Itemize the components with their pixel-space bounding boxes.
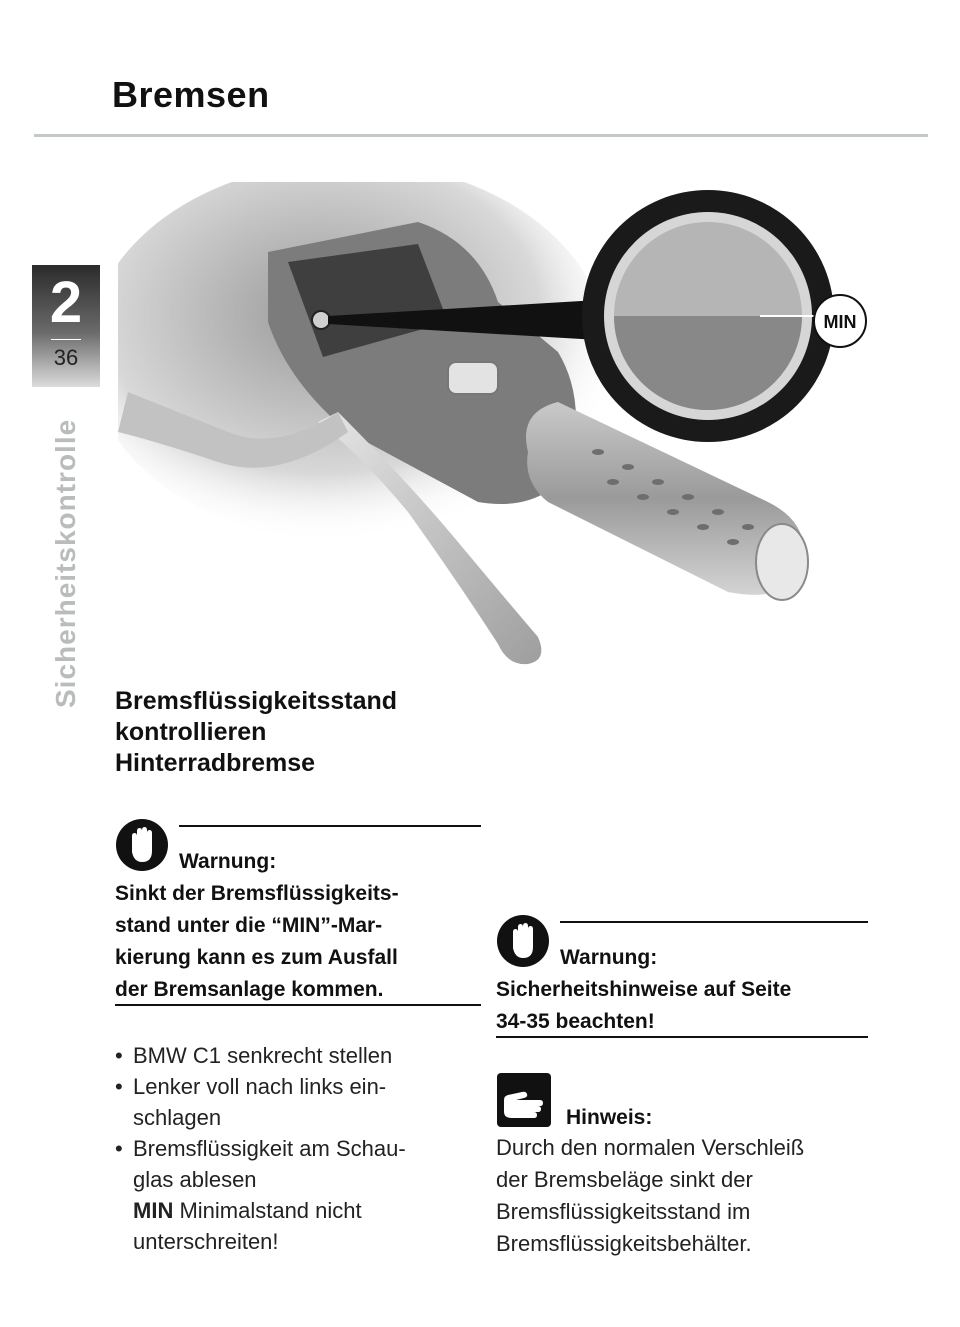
page-title: Bremsen [112,74,270,115]
list-item-line-rest: Minimalstand nicht [173,1198,362,1223]
section-heading-line: Bremsflüssigkeitsstand [115,687,398,715]
warning-bottom-rule [496,1036,868,1038]
warning-text-line: der Bremsanlage kommen. [115,978,384,1001]
list-item-line: unterschreiten! [133,1229,279,1254]
warning-hand-icon [115,818,169,872]
warning-text-line: 34-35 beachten! [496,1010,655,1033]
list-item-line: • Lenker voll nach links ein- [133,1074,387,1099]
section-heading [115,686,397,779]
note-label: Hinweis: [566,1106,653,1129]
warning-top-rule [560,921,868,923]
brake-reservoir-illustration [118,182,878,684]
note-text [496,1132,876,1260]
warning-text [496,974,868,1038]
min-label: MIN [823,312,857,332]
title-divider [34,134,928,137]
warning-text-line: Sicherheitshinweise auf Seite [496,978,792,1001]
list-item-line: schlagen [133,1105,222,1130]
warning-text-line: Sinkt der Bremsflüssigkeits- [115,882,399,905]
grip-end-cap [756,524,808,600]
chapter-number: 2 [49,270,83,335]
list-item-line: • Bremsflüssigkeit am Schau- [133,1136,406,1161]
page-number: 36 [53,345,79,370]
list-item [115,1133,475,1257]
warning-text-line: kierung kann es zum Ausfall [115,946,398,969]
list-item-line: • BMW C1 senkrecht stellen [133,1043,393,1068]
note-text-line: Durch den normalen Verschleiß [496,1135,805,1160]
chapter-side-label: Sicherheitskontrolle [50,418,81,708]
switch-button [448,362,498,394]
note-text-line: der Bremsbeläge sinkt der [496,1167,753,1192]
chapter-divider [51,339,81,340]
warning-label: Warnung: [179,850,277,873]
warning-top-rule [179,825,481,827]
reservoir-sight-glass [312,311,330,329]
warning-label: Warnung: [560,946,658,969]
instruction-list [115,1040,475,1257]
list-item [115,1040,475,1071]
list-item [115,1071,475,1133]
chapter-tab [32,265,100,387]
note-hand-icon [496,1072,552,1128]
warning-text [115,878,481,1006]
section-heading-line: Hinterradbremse [115,749,316,777]
list-item-line [133,1195,475,1226]
list-item-line: glas ablesen [133,1167,257,1192]
note-text-line: Bremsflüssigkeitsbehälter. [496,1231,752,1256]
warning-bottom-rule [115,1004,481,1006]
warning-hand-icon [496,914,550,968]
section-heading-line: kontrollieren [115,718,267,746]
note-text-line: Bremsflüssigkeitsstand im [496,1199,751,1224]
warning-text-line: stand unter die “MIN”-Mar- [115,914,383,937]
min-emphasis: MIN [133,1198,174,1223]
